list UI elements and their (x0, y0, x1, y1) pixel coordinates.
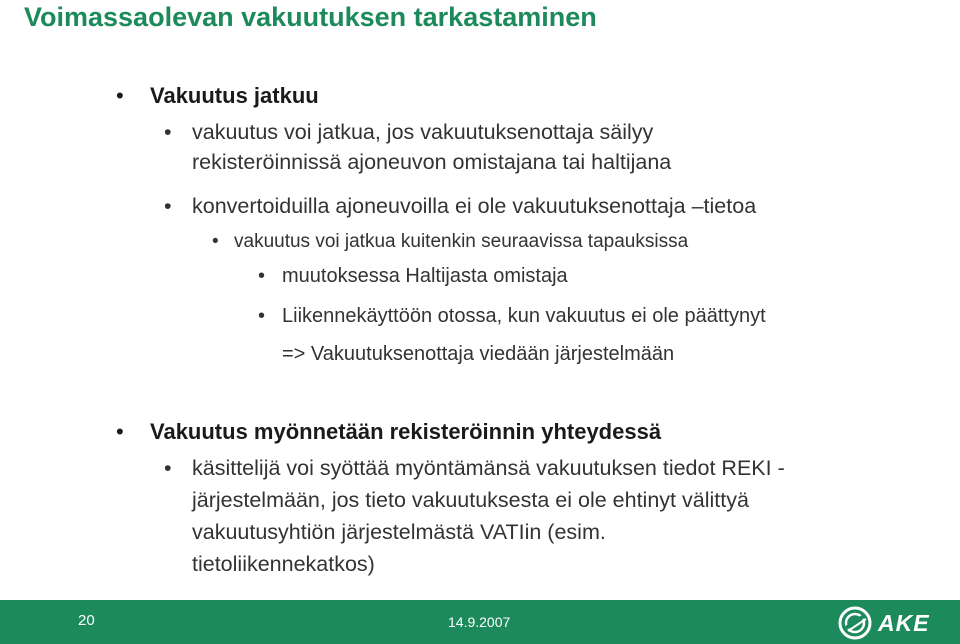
list-item (258, 302, 766, 330)
slide-title: Voimassaolevan vakuutuksen tarkastaminen (24, 2, 597, 32)
bullet: • (164, 120, 172, 144)
item-text: käsittelijä voi syöttää myöntämänsä vakuutuksen tiedot REKI - (192, 456, 785, 480)
list-item-continuation (192, 518, 606, 546)
bullet: • (164, 194, 172, 218)
logo-emblem-icon (836, 604, 874, 642)
item-text: muutoksessa Haltijasta omistaja (282, 265, 568, 287)
slide-footer (0, 600, 960, 644)
bullet: • (116, 419, 124, 444)
ake-logo (836, 604, 956, 642)
footer-date: 14.9.2007 (448, 614, 511, 630)
item-text: rekisteröinnissä ajoneuvon omistajana tai haltijana (192, 150, 672, 174)
bullet: • (258, 305, 266, 327)
list-item (164, 118, 654, 146)
bullet: • (258, 265, 266, 287)
item-text: tietoliikennekatkos) (192, 552, 375, 576)
heading-text: Vakuutus jatkuu (150, 83, 319, 108)
list-item-continuation (192, 148, 671, 176)
section-heading-vakuutus-jatkuu (116, 82, 319, 110)
section-heading-vakuutus-myonnetaan (116, 418, 662, 446)
list-item-continuation (192, 486, 749, 514)
list-item (164, 454, 785, 482)
list-item (164, 192, 757, 220)
item-text: => Vakuutuksenottaja viedään järjestelmään (282, 343, 675, 365)
bullet: • (116, 83, 124, 108)
item-text: vakuutusyhtiön järjestelmästä VATIin (esim. (192, 520, 606, 544)
logo-text: AKE (878, 610, 930, 636)
list-item-continuation (192, 550, 375, 578)
item-text: Liikennekäyttöön otossa, kun vakuutus ei ole päättynyt (282, 305, 766, 327)
item-text: vakuutus voi jatkua, jos vakuutuksenottaja säilyy (192, 120, 654, 144)
item-text: järjestelmään, jos tieto vakuutuksesta ei ole ehtinyt välittyä (192, 488, 749, 512)
bullet: • (164, 456, 172, 480)
item-text: konvertoiduilla ajoneuvoilla ei ole vakuutuksenottaja –tietoa (192, 194, 757, 218)
page-number: 20 (78, 612, 95, 629)
list-item (258, 262, 568, 290)
list-item-continuation (282, 340, 674, 368)
item-text: vakuutus voi jatkua kuitenkin seuraavissa tapauksissa (234, 231, 689, 252)
bullet: • (212, 231, 219, 252)
list-item (212, 228, 689, 256)
heading-text: Vakuutus myönnetään rekisteröinnin yhteydessä (150, 419, 662, 444)
